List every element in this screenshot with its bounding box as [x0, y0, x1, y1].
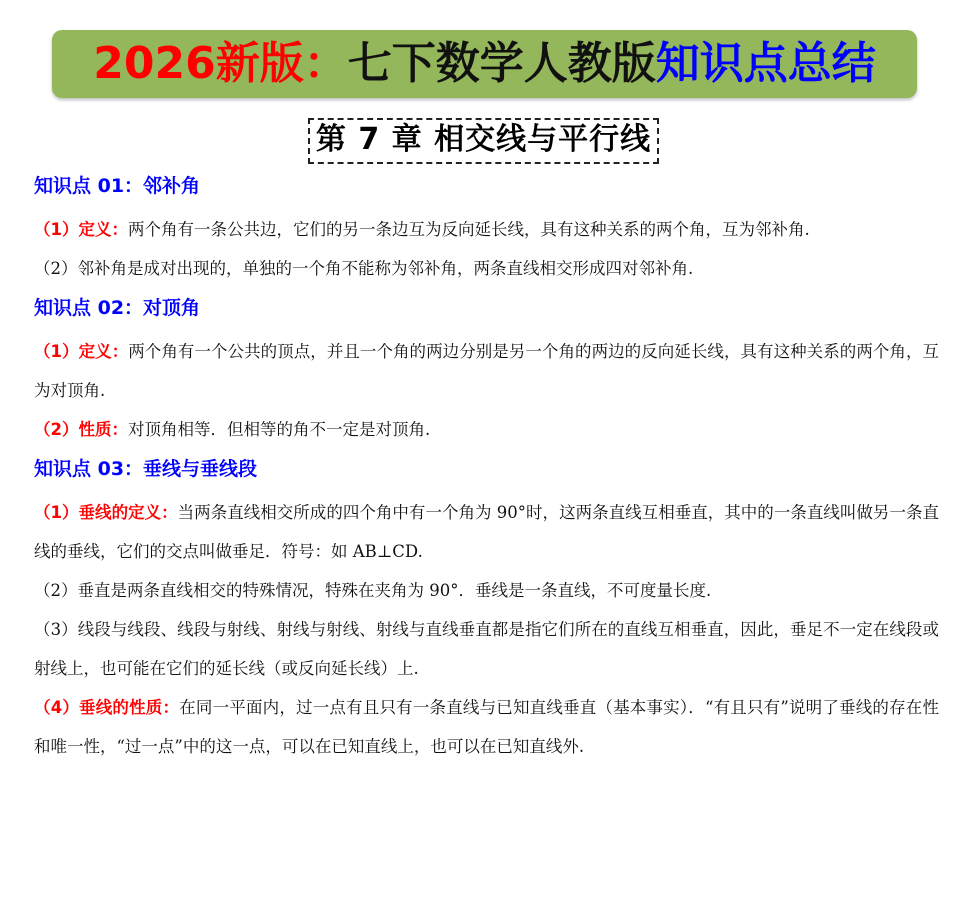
paragraph: [34, 410, 939, 449]
paragraph-label: （1）定义：: [34, 342, 129, 361]
paragraph-text: 对顶角相等．但相等的角不一定是对顶角.: [127, 420, 431, 439]
paragraph-label: （1）定义：: [34, 220, 128, 239]
paragraph-text: 两个角有一个公共的顶点，并且一个角的两边分别是另一个角的两边的反向延长线，具有这种关系的两个角，互为对顶角.: [34, 342, 940, 400]
paragraph: [34, 332, 939, 410]
paragraph-label: （4）垂线的性质：: [34, 698, 180, 717]
paragraph: [34, 688, 939, 766]
paragraph: [34, 249, 939, 288]
section-heading-03: 知识点 03：垂线与垂线段: [34, 458, 258, 480]
paragraph: [34, 210, 939, 249]
document-body: [34, 170, 939, 766]
title-banner: [52, 30, 917, 98]
banner-summary: 知识点总结: [655, 38, 876, 89]
paragraph-text: 当两条直线相交所成的四个角中有一个角为 90°时，这两条直线互相垂直，其中的一条直线叫做另一条直线的垂线，它们的交点叫做垂足．符号：如 AB⊥CD.: [34, 503, 939, 561]
paragraph: [34, 493, 939, 571]
paragraph-text: （3）线段与线段、线段与射线、射线与射线、射线与直线垂直都是指它们所在的直线互相垂直，因此，垂足不一定在线段或射线上，也可能在它们的延长线（或反向延长线）上.: [34, 620, 939, 678]
chapter-title: 第 7 章 相交线与平行线: [308, 118, 659, 164]
banner-subject: 七下数学人教版: [347, 38, 656, 89]
paragraph-text: （2）邻补角是成对出现的，单独的一个角不能称为邻补角，两条直线相交形成四对邻补角.: [34, 259, 694, 278]
paragraph-text: 在同一平面内，过一点有且只有一条直线与已知直线垂直（基本事实）．“有且只有”说明了垂线的存在性和唯一性，“过一点”中的这一点，可以在已知直线上，也可以在已知直线外.: [34, 698, 939, 756]
paragraph-label: （2）性质：: [34, 420, 128, 439]
section-heading-01: 知识点 01：邻补角: [34, 175, 201, 197]
paragraph: [34, 571, 939, 610]
section-heading-02: 知识点 02：对顶角: [34, 297, 201, 319]
paragraph: [34, 610, 939, 688]
banner-edition: 2026新版：: [93, 38, 348, 89]
paragraph-text: 两个角有一条公共边，它们的另一条边互为反向延长线，具有这种关系的两个角，互为邻补角.: [127, 220, 810, 239]
paragraph-label: （1）垂线的定义：: [34, 503, 178, 522]
chapter-header: [0, 118, 967, 164]
paragraph-text: （2）垂直是两条直线相交的特殊情况，特殊在夹角为 90°．垂线是一条直线，不可度量长度.: [34, 581, 712, 600]
